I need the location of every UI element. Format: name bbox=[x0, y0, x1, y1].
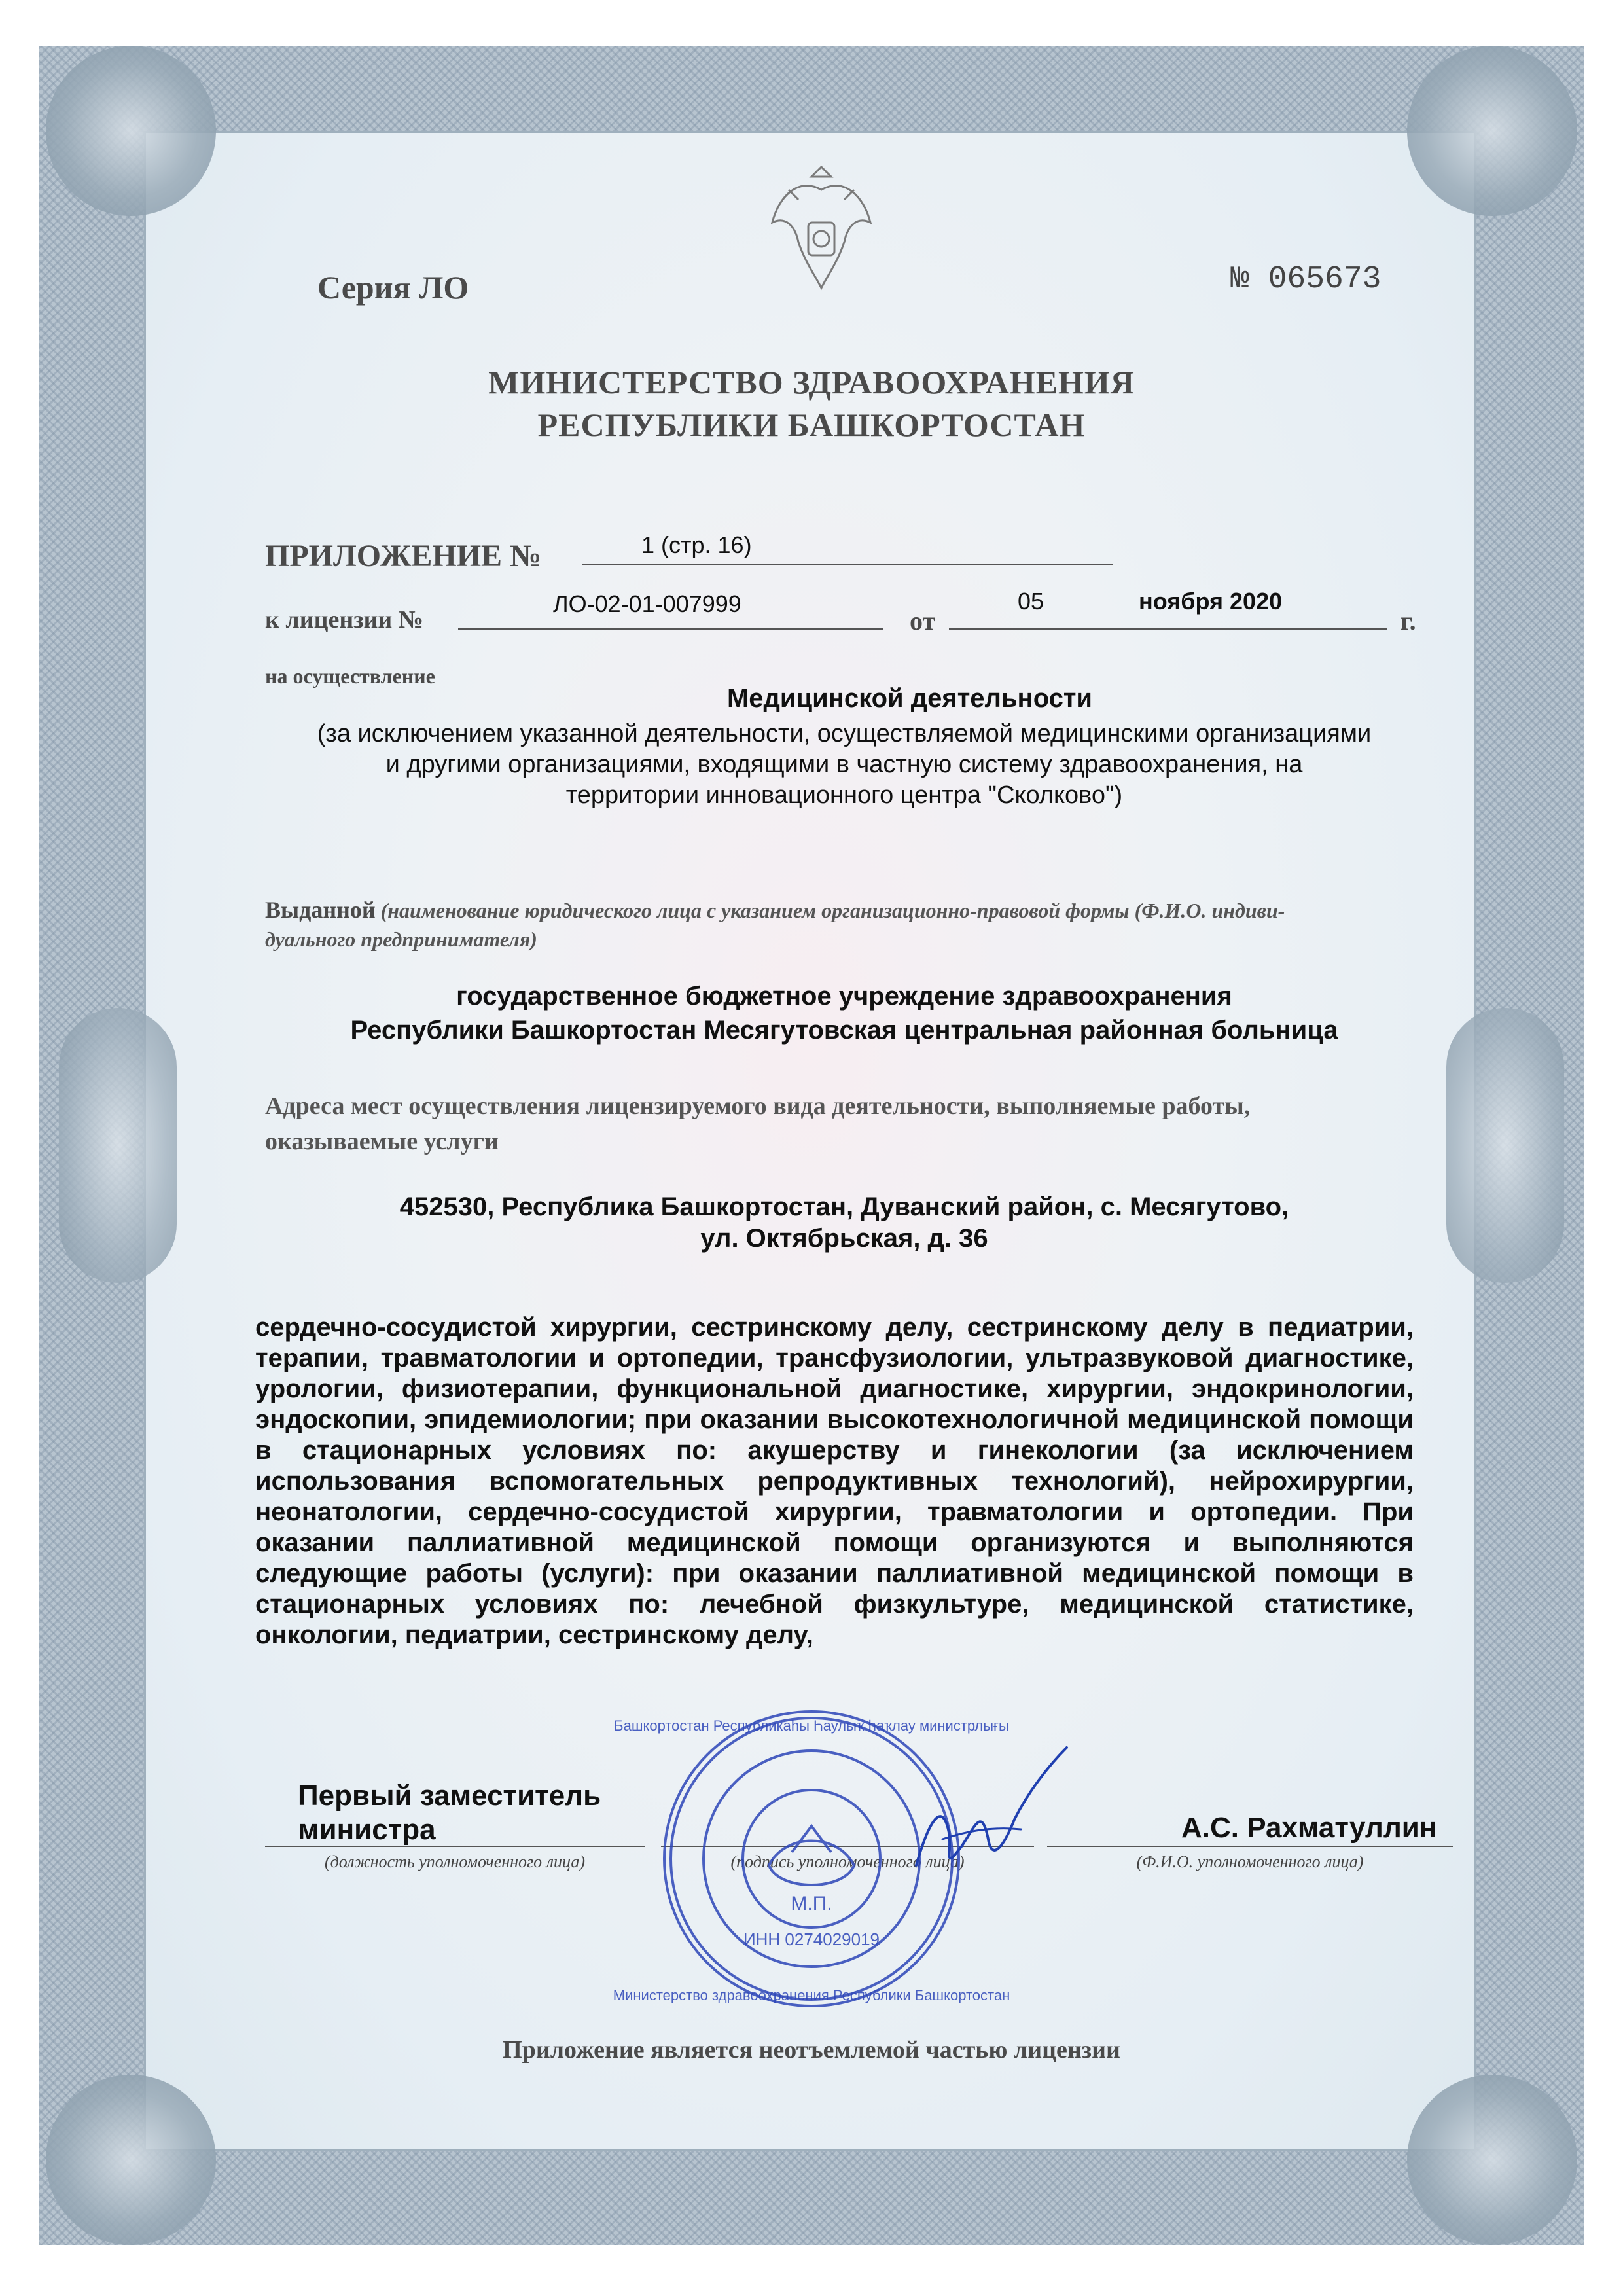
address-line2: ул. Октябрьская, д. 36 bbox=[700, 1224, 988, 1253]
issued-hint-line1: (наименование юридического лица с указанием организационно-правовой формы (Ф.И.О. индиви- bbox=[380, 899, 1285, 922]
appendix-label: ПРИЛОЖЕНИЕ № bbox=[265, 539, 542, 573]
activity-label: на осуществление bbox=[265, 664, 435, 688]
license-date-underline bbox=[949, 628, 1387, 630]
issued-block bbox=[265, 895, 1443, 954]
license-number-underline bbox=[458, 628, 883, 630]
caption-position: (должность уполномоченного лица) bbox=[325, 1852, 585, 1871]
signatory-position-line1: Первый заместитель bbox=[298, 1780, 601, 1812]
signatory-name: А.С. Рахматуллин bbox=[1181, 1812, 1437, 1844]
seal-inner-text: Министерство здравоохранения Республики Башкортостан bbox=[613, 1987, 1010, 2003]
caption-signature: (подпись уполномоченного лица) bbox=[730, 1852, 965, 1871]
footer-note: Приложение является неотъемлемой частью лицензии bbox=[503, 2036, 1120, 2064]
issued-hint-line2: дуального предпринимателя) bbox=[265, 927, 537, 951]
ministry-title-line2: РЕСПУБЛИКИ БАШКОРТОСТАН bbox=[537, 406, 1086, 443]
license-number: № 065673 bbox=[1230, 262, 1382, 297]
addresses-label-line1: Адреса мест осуществления лицензируемого вида деятельности, выполняемые работы, bbox=[265, 1092, 1251, 1120]
license-from-label: от bbox=[910, 606, 936, 636]
signatory-position bbox=[298, 1779, 601, 1847]
appendix-value: 1 (стр. 16) bbox=[641, 531, 752, 558]
activity-title: Медицинской деятельности bbox=[726, 684, 1093, 713]
issued-label: Выданной bbox=[265, 897, 376, 923]
corner-ornament-bottom-right bbox=[1407, 2075, 1577, 2245]
seal-mp: М.П. bbox=[791, 1893, 832, 1914]
license-label: к лицензии № bbox=[265, 606, 424, 634]
address-line1: 452530, Республика Башкортостан, Дуванский район, с. Месягутово, bbox=[399, 1193, 1289, 1221]
license-month-year: ноября 2020 bbox=[1139, 588, 1283, 615]
seal-outer-text: Башкортостан Республикаhы Һаулыҡ һаҡлау министрлығы bbox=[614, 1717, 1009, 1734]
addresses-label bbox=[265, 1088, 1443, 1159]
corner-ornament-top-left bbox=[46, 46, 216, 216]
license-number-value: ЛО-02-01-007999 bbox=[553, 590, 741, 617]
appendix-underline bbox=[582, 564, 1113, 565]
corner-ornament-top-right bbox=[1407, 46, 1577, 216]
caption-name: (Ф.И.О. уполномоченного лица) bbox=[1136, 1852, 1364, 1871]
organization-line1: государственное бюджетное учреждение здравоохранения bbox=[456, 982, 1232, 1011]
activity-desc-line1: (за исключением указанной деятельности, осуществляемой медицинскими организациями bbox=[317, 720, 1372, 747]
signatory-position-line2: министра bbox=[298, 1814, 436, 1846]
ministry-title-line1: МИНИСТЕРСТВО ЗДРАВООХРАНЕНИЯ bbox=[488, 364, 1135, 401]
position-underline bbox=[265, 1846, 645, 1847]
handwritten-signature bbox=[903, 1741, 1073, 1898]
coat-of-arms-icon bbox=[759, 164, 883, 295]
addresses-label-line2: оказываемые услуги bbox=[265, 1128, 499, 1155]
name-underline bbox=[1047, 1846, 1453, 1847]
license-day: 05 bbox=[1018, 588, 1044, 615]
activity-desc-line3: территории инновационного центра "Сколково") bbox=[565, 781, 1123, 809]
series-label: Серия ЛО bbox=[317, 269, 469, 306]
corner-ornament-bottom-left bbox=[46, 2075, 216, 2245]
license-year-suffix: г. bbox=[1400, 606, 1416, 636]
activity-desc-line2: и другими организациями, входящими в частную систему здравоохранения, на bbox=[385, 751, 1303, 778]
seal-inn: ИНН 0274029019 bbox=[743, 1929, 880, 1949]
organization-line2: Республики Башкортостан Месягутовская центральная районная больница bbox=[350, 1016, 1338, 1045]
side-ornament-left bbox=[59, 1008, 177, 1283]
services-paragraph: сердечно-сосудистой хирургии, сестринскому делу, сестринскому делу в педиатрии, терапии, травматологии и ортопедии, трансфузиологии, ультразвуковой диагностике, урологии, физиотерапии, функциональной диагностике, хирургии, эндокринологии, эндоскопии, эпидемиологии; при оказании высокотехнологичной медицинской помощи в стационарных условиях по: акушерству и гинекологии (за исключением использования вспомогательных репродуктивных технологий), нейрохирургии, неонатологии, сердечно-сосудистой хирургии, травматологии и ортопедии. При оказании паллиативной медицинской помощи организуются и выполняются следующие работы (услуги): при оказании паллиативной медицинской помощи в стационарных условиях по: лечебной физкультуре, медицинской статистике, онкологии, педиатрии, сестринскому делу, bbox=[255, 1313, 1414, 1649]
